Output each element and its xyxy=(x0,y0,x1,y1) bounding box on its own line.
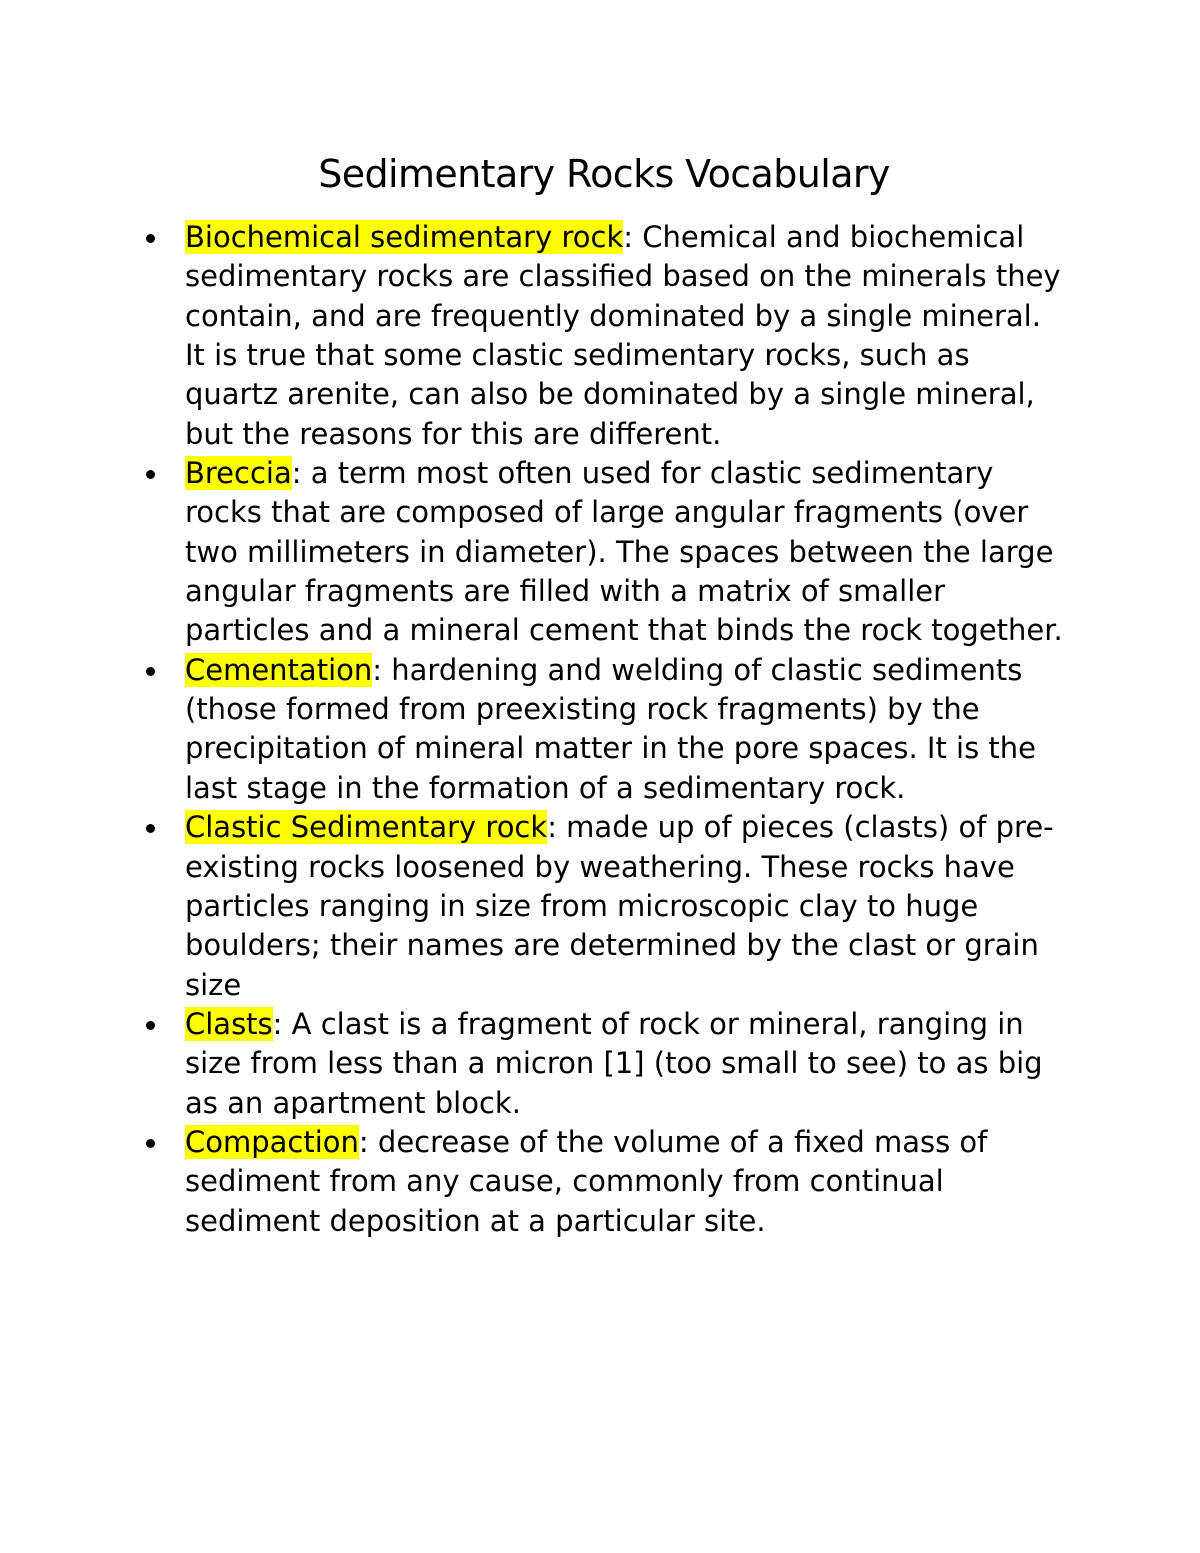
vocab-definition: : decrease of the volume of a fixed mass of sediment from any cause, commonly from continual sediment deposition at a particular site. xyxy=(185,1124,988,1238)
vocab-definition: : Chemical and biochemical sedimentary rocks are classified based on the minerals they contain, and are frequently dominated by a single mineral. It is true that some clastic sedimentary rocks, such as quartz arenite, can also be dominated by a single mineral, but the reasons for this are different. xyxy=(185,220,1061,451)
list-item xyxy=(0,1123,1200,1241)
vocabulary-list xyxy=(0,218,1200,1241)
vocab-term: Biochemical sedimentary rock xyxy=(185,220,624,254)
page-title: Sedimentary Rocks Vocabulary xyxy=(318,152,890,196)
vocab-term: Compaction xyxy=(185,1124,359,1159)
bullet-icon xyxy=(146,824,155,833)
bullet-icon xyxy=(146,234,155,243)
vocab-definition: : A clast is a fragment of rock or mineral, ranging in size from less than a micron [1] (too small to see) to as big as an apartment block. xyxy=(185,1006,1043,1120)
bullet-icon xyxy=(146,1139,155,1148)
list-item xyxy=(0,651,1200,808)
vocab-term: Cementation xyxy=(185,652,373,687)
list-item xyxy=(0,1005,1200,1123)
list-item xyxy=(0,454,1200,651)
vocab-term: Breccia xyxy=(185,456,292,491)
bullet-icon xyxy=(146,1021,155,1030)
vocab-term: Clastic Sedimentary rock xyxy=(185,810,548,845)
bullet-icon xyxy=(146,470,155,479)
vocab-definition: : hardening and welding of clastic sediments (those formed from preexisting rock fragments) by the precipitation of mineral matter in the pore spaces. It is the last stage in the formation of a sedimentary rock. xyxy=(185,652,1037,805)
vocab-definition: : made up of pieces (clasts) of pre-existing rocks loosened by weathering. These rocks have particles ranging in size from microscopic clay to huge boulders; their names are determined by the clast or grain size xyxy=(185,810,1054,1002)
vocab-definition: : a term most often used for clastic sedimentary rocks that are composed of large angular fragments (over two millimeters in diameter). The spaces between the large angular fragments are filled with a matrix of smaller particles and a mineral cement that binds the rock together. xyxy=(185,456,1063,648)
vocab-term: Clasts xyxy=(185,1006,273,1041)
list-item xyxy=(0,808,1200,1005)
list-item xyxy=(0,218,1200,454)
bullet-icon xyxy=(146,667,155,676)
